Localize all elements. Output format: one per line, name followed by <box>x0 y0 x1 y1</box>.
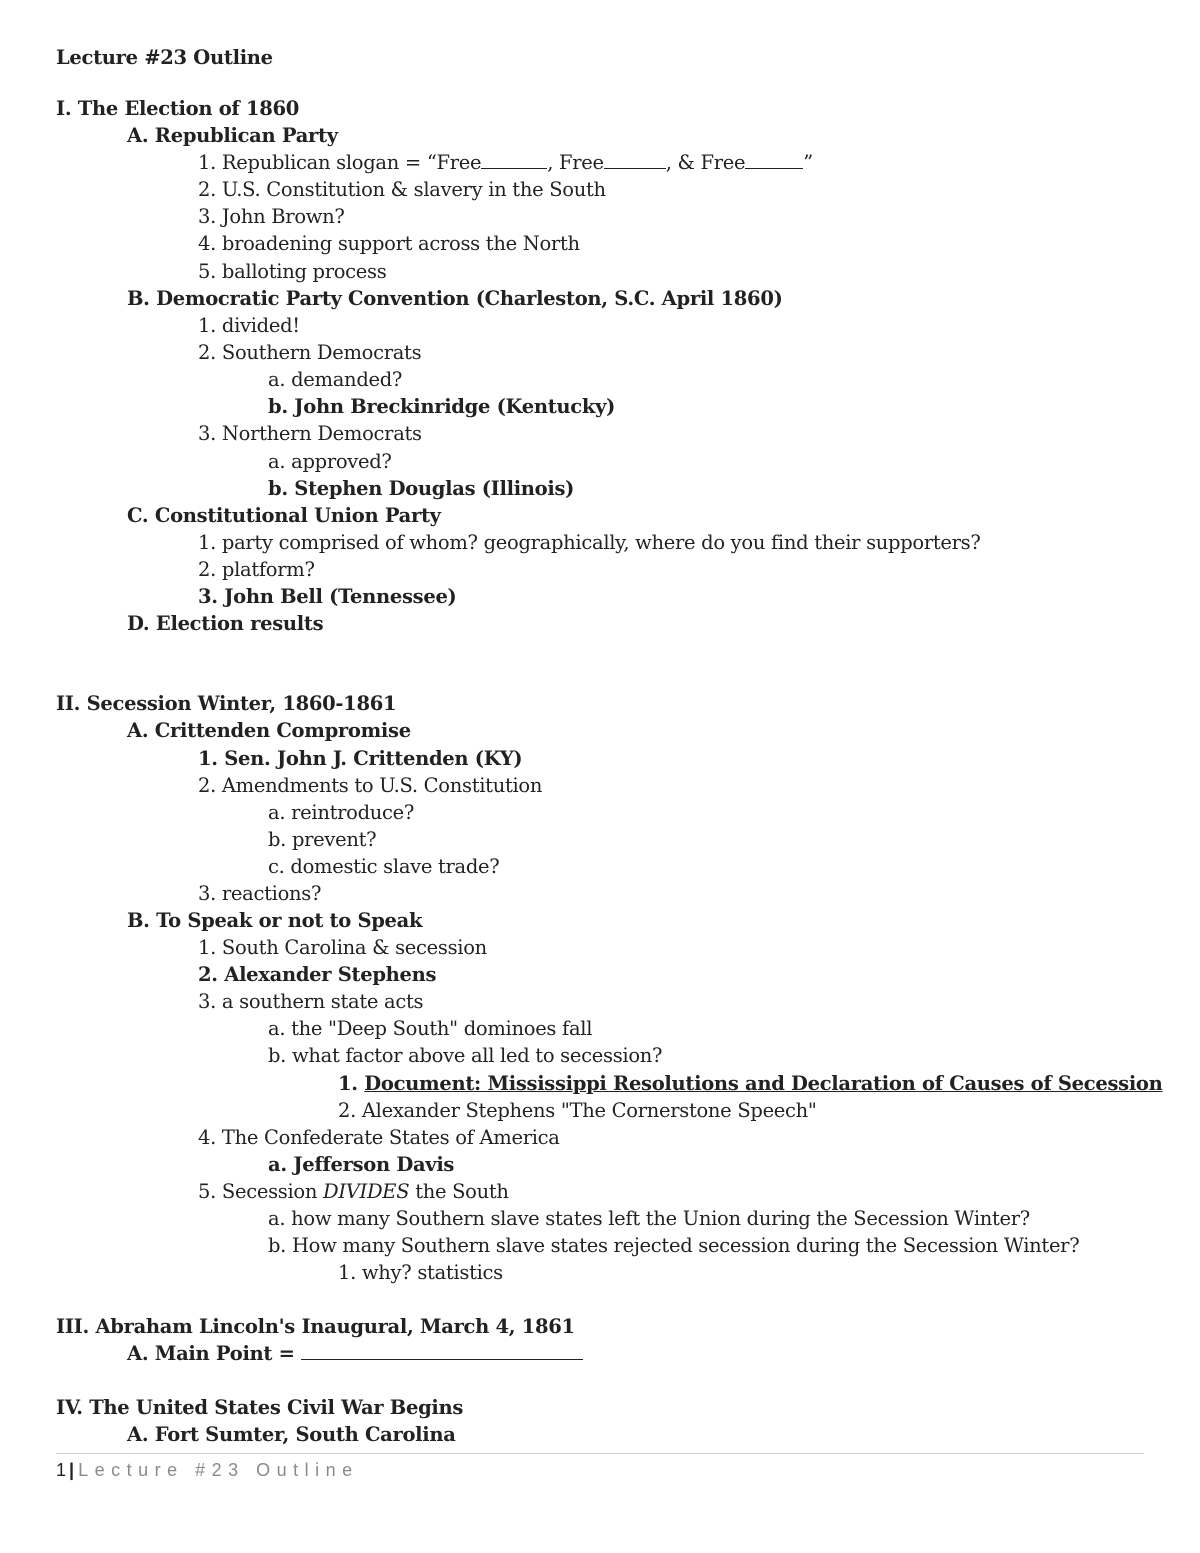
fill-in-blank[interactable] <box>745 149 803 169</box>
footer-divider <box>56 1453 1144 1454</box>
slogan-suffix: ” <box>803 151 813 174</box>
section-4a-heading: A. Fort Sumter, South Carolina <box>127 1423 456 1446</box>
outline-subsubitem: 2. Alexander Stephens "The Cornerstone Speech" <box>338 1099 817 1122</box>
outline-item: 1. divided! <box>198 314 300 337</box>
outline-item: 2. platform? <box>198 558 315 581</box>
section-3-heading: III. Abraham Lincoln's Inaugural, March 4, 1861 <box>56 1315 575 1338</box>
main-point-label: A. Main Point = <box>127 1342 295 1365</box>
outline-document-reference <box>338 1070 1163 1097</box>
footer-title: Lecture #23 Outline <box>78 1460 359 1480</box>
outline-item: 3. reactions? <box>198 882 322 905</box>
section-2a-heading: A. Crittenden Compromise <box>127 719 411 742</box>
footer-separator: | <box>69 1460 75 1480</box>
outline-item: 1. South Carolina & secession <box>198 936 487 959</box>
outline-item: 4. broadening support across the North <box>198 232 580 255</box>
outline-subitem: a. how many Southern slave states left the Union during the Secession Winter? <box>268 1207 1030 1230</box>
outline-subitem: a. demanded? <box>268 368 403 391</box>
outline-subsubitem: 1. why? statistics <box>338 1261 503 1284</box>
section-1c-heading: C. Constitutional Union Party <box>127 504 441 527</box>
outline-item-secession-divides <box>198 1178 509 1205</box>
fill-in-blank[interactable] <box>481 149 547 169</box>
page-number: 1 <box>56 1460 67 1480</box>
slogan-prefix: 1. Republican slogan = “Free <box>198 151 482 174</box>
outline-subitem: b. prevent? <box>268 828 377 851</box>
outline-subitem: b. How many Southern slave states rejected secession during the Secession Winter? <box>268 1234 1080 1257</box>
section-1a-heading: A. Republican Party <box>127 124 338 147</box>
outline-item: 3. John Bell (Tennessee) <box>198 585 457 608</box>
outline-item: 3. Northern Democrats <box>198 422 422 445</box>
fill-in-blank[interactable] <box>604 149 666 169</box>
outline-subitem: a. approved? <box>268 450 392 473</box>
outline-subitem: a. the "Deep South" dominoes fall <box>268 1017 593 1040</box>
outline-item: 1. party comprised of whom? geographically, where do you find their supporters? <box>198 531 981 554</box>
outline-item: 2. U.S. Constitution & slavery in the South <box>198 178 606 201</box>
slogan-separator-1: , Free <box>547 151 604 174</box>
outline-item: 5. balloting process <box>198 260 387 283</box>
document-number: 1. <box>338 1072 358 1095</box>
item-prefix: 5. Secession <box>198 1180 318 1203</box>
section-2b-heading: B. To Speak or not to Speak <box>127 909 423 932</box>
outline-item: 1. Sen. John J. Crittenden (KY) <box>198 747 523 770</box>
slogan-separator-2: , & Free <box>665 151 746 174</box>
outline-item: 4. The Confederate States of America <box>198 1126 560 1149</box>
main-point-blank[interactable] <box>301 1340 583 1360</box>
outline-item: 2. Alexander Stephens <box>198 963 437 986</box>
section-4-heading: IV. The United States Civil War Begins <box>56 1396 464 1419</box>
document-title: Lecture #23 Outline <box>56 46 273 69</box>
section-3a-heading <box>127 1340 583 1367</box>
item-suffix: the South <box>415 1180 509 1203</box>
outline-subitem: a. Jefferson Davis <box>268 1153 455 1176</box>
document-link[interactable]: Document: Mississippi Resolutions and Declaration of Causes of Secession <box>364 1072 1163 1095</box>
outline-subitem: b. what factor above all led to secession? <box>268 1044 663 1067</box>
section-2-heading: II. Secession Winter, 1860-1861 <box>56 692 397 715</box>
page-footer <box>56 1459 359 1481</box>
outline-item: 2. Southern Democrats <box>198 341 422 364</box>
outline-subitem: c. domestic slave trade? <box>268 855 500 878</box>
section-1d-heading: D. Election results <box>127 612 324 635</box>
outline-item: 2. Amendments to U.S. Constitution <box>198 774 543 797</box>
outline-subitem: a. reintroduce? <box>268 801 415 824</box>
outline-item: 3. a southern state acts <box>198 990 424 1013</box>
outline-subitem: b. John Breckinridge (Kentucky) <box>268 395 616 418</box>
outline-subitem: b. Stephen Douglas (Illinois) <box>268 477 575 500</box>
section-1b-heading: B. Democratic Party Convention (Charleston, S.C. April 1860) <box>127 287 783 310</box>
item-emphasis: DIVIDES <box>323 1180 410 1203</box>
outline-item: 3. John Brown? <box>198 205 345 228</box>
outline-item-republican-slogan <box>198 149 813 176</box>
section-1-heading: I. The Election of 1860 <box>56 97 300 120</box>
